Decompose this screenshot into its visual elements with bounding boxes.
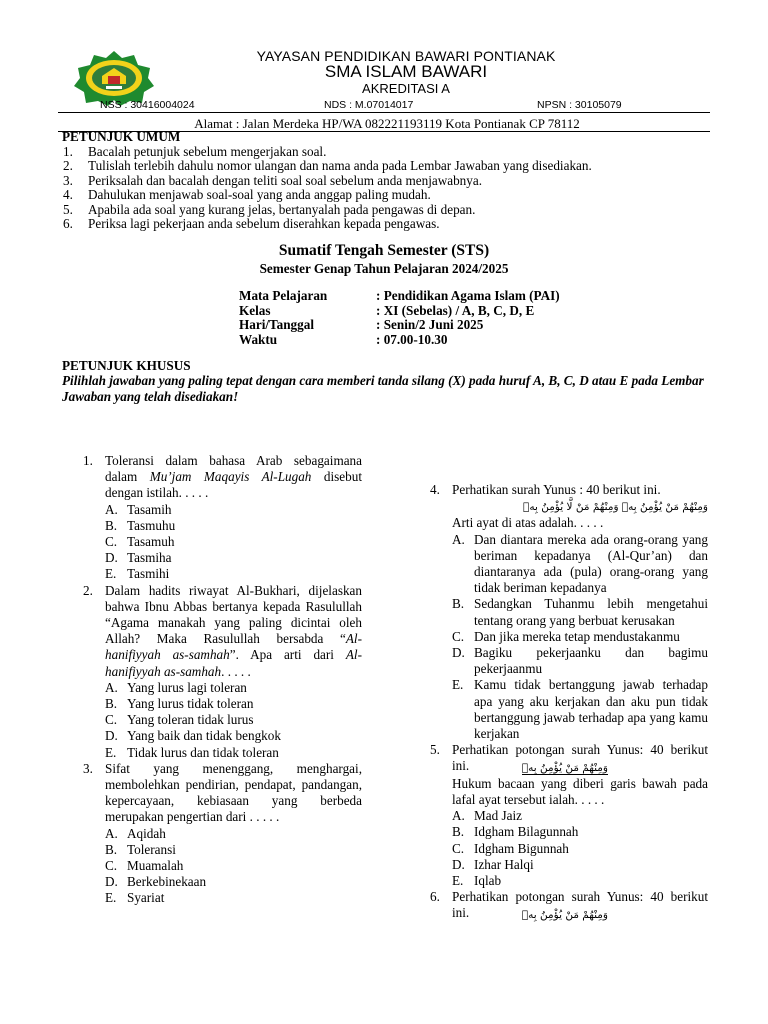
arabic-verse: وَمِنْهُمْ مَنْ يُؤْمِنُ بِهٖ وَمِنْهُمْ مَنْ لَّا يُؤْمِنُ بِهٖ	[523, 501, 708, 514]
option: C. Muamalah	[105, 858, 184, 874]
header-divider	[58, 112, 710, 113]
exam-subtitle: Semester Genap Tahun Pelajaran 2024/2025	[259, 261, 509, 276]
option: A. Mad Jaiz	[452, 808, 522, 824]
school-address: Alamat : Jalan Merdeka HP/WA 082221193119 Kota Pontianak CP 78112	[194, 116, 580, 131]
info-row-time: Waktu : 07.00-10.30	[239, 331, 448, 347]
question-5-prompt: Hukum bacaan yang diberi garis bawah pada lafal ayat tersebut ialah. . . . .	[452, 775, 708, 808]
option: C. Yang toleran tidak lurus	[105, 712, 254, 728]
general-instructions-list	[63, 145, 592, 231]
list-item: 3. Periksalah dan bacalah dengan teliti soal soal sebelum anda menjawabnya.	[63, 172, 483, 188]
special-instructions-text: Pilihlah jawaban yang paling tepat dengan cara memberi tanda silang (X) pada huruf A, B, C, D atau E pada Lembar Jawaban yang telah disediakan!	[62, 373, 704, 404]
option: E. Tidak lurus dan tidak toleran	[105, 744, 279, 760]
option: B. Idgham Bilagunnah	[452, 824, 579, 840]
nss-number: NSS : 30416004024	[100, 99, 195, 111]
exam-info-table	[239, 289, 560, 347]
option: E. Kamu tidak bertanggung jawab terhadap apa yang aku kerjakan dan aku pun tidak bertanggung jawab terhadap apa yang kamu kerjakan	[452, 677, 708, 742]
option: A. Yang lurus lagi toleran	[105, 679, 247, 695]
option: D. Berkebinekaan	[105, 874, 207, 890]
nds-number: NDS : M.07014017	[324, 99, 414, 111]
questions-right-column	[430, 482, 708, 923]
option: C. Idgham Bigunnah	[452, 840, 569, 856]
option: D. Yang baik dan tidak bengkok	[105, 728, 281, 744]
accreditation: AKREDITASI A	[362, 81, 450, 96]
list-item: 6. Periksa lagi pekerjaan anda sebelum diserahkan kepada pengawas.	[63, 215, 440, 231]
option: E. Tasmihi	[105, 566, 170, 582]
option: D. Bagiku pekerjaanku dan bagimu pekerjaanmu	[452, 645, 708, 677]
option: E. Syariat	[105, 890, 165, 906]
arabic-fragment: وَمِنْهُمْ مَنْ يُؤْمِنُ بِهٖ	[521, 908, 608, 921]
question-4-prompt: Arti ayat di atas adalah. . . . .	[452, 515, 604, 531]
questions-left-column	[83, 453, 362, 907]
list-item: 2. Tulislah terlebih dahulu nomor ulangan dan nama anda pada Lembar Jawaban yang disediakan.	[63, 158, 592, 174]
option: B. Toleransi	[105, 841, 176, 857]
special-instructions-title: PETUNJUK KHUSUS	[62, 358, 191, 373]
list-item: 5. Apabila ada soal yang kurang jelas, bertanyalah pada pengawas di depan.	[63, 201, 476, 217]
question-5: 5. Perhatikan potongan surah Yunus: 40 berikut ini.	[430, 742, 708, 774]
question-6: 6. Perhatikan potongan surah Yunus: 40 berikut ini.	[430, 889, 708, 921]
general-instructions-title: PETUNJUK UMUM	[62, 129, 181, 144]
option: C. Dan jika mereka tetap mendustakanmu	[452, 628, 680, 644]
option: B. Sedangkan Tuhanmu lebih mengetahui tentang orang yang berbuat kerusakan	[452, 596, 708, 628]
option: A. Dan diantara mereka ada orang-orang yang beriman kepadanya (Al-Qur’an) dan diantaranya ada (pula) orang-orang yang tidak beriman kepadanya	[452, 531, 708, 596]
question-2: 2. Dalam hadits riwayat Al-Bukhari, dijelaskan bahwa Ibnu Abbas bertanya kepada Rasulullah “Agama manakah yang paling dicintai oleh Allah? Maka Rasulullah bersabda “Al-hanifiyyah as-samhah”. Apa arti dari Al-hanifiyyah as-samhah. . . . .	[83, 582, 362, 679]
npsn-number: NPSN : 30105079	[537, 99, 622, 111]
option: B. Yang lurus tidak toleran	[105, 696, 254, 712]
option: D. Izhar Halqi	[452, 856, 534, 872]
foundation-name: YAYASAN PENDIDIKAN BAWARI PONTIANAK	[256, 48, 556, 64]
exam-title: Sumatif Tengah Semester (STS)	[278, 242, 490, 259]
list-item: 1. Bacalah petunjuk sebelum mengerjakan soal.	[63, 144, 327, 159]
option: E. Iqlab	[452, 873, 502, 889]
info-row-date: Hari/Tanggal : Senin/2 Juni 2025	[239, 317, 484, 332]
school-name: SMA ISLAM BAWARI	[324, 62, 488, 81]
question-4: 4. Perhatikan surah Yunus : 40 berikut ini.	[430, 482, 661, 497]
option: D. Tasmiha	[105, 550, 172, 566]
option: A. Aqidah	[105, 825, 166, 841]
question-1: 1. Toleransi dalam bahasa Arab sebagaimana dalam Mu’jam Maqayis Al-Lugah disebut dengan istilah. . . . .	[83, 453, 362, 501]
question-3: 3. Sifat yang menenggang, menghargai, membolehkan pendirian, pendapat, pandangan, kepercayaan, kebiasaan yang berbeda merupakan pengertian dari . . . . .	[83, 760, 362, 825]
option: C. Tasamuh	[105, 534, 175, 550]
option: B. Tasmuhu	[105, 517, 176, 533]
info-row-subject: Mata Pelajaran : Pendidikan Agama Islam (PAI)	[239, 288, 560, 303]
list-item: 4. Dahulukan menjawab soal-soal yang anda anggap paling mudah.	[63, 187, 431, 203]
info-row-class: Kelas : XI (Sebelas) / A, B, C, D, E	[239, 302, 535, 318]
option: A. Tasamih	[105, 501, 172, 517]
arabic-fragment: وَمِنْهُمْ مَنْ يُؤْمِنُ بِهٖ	[521, 761, 608, 774]
